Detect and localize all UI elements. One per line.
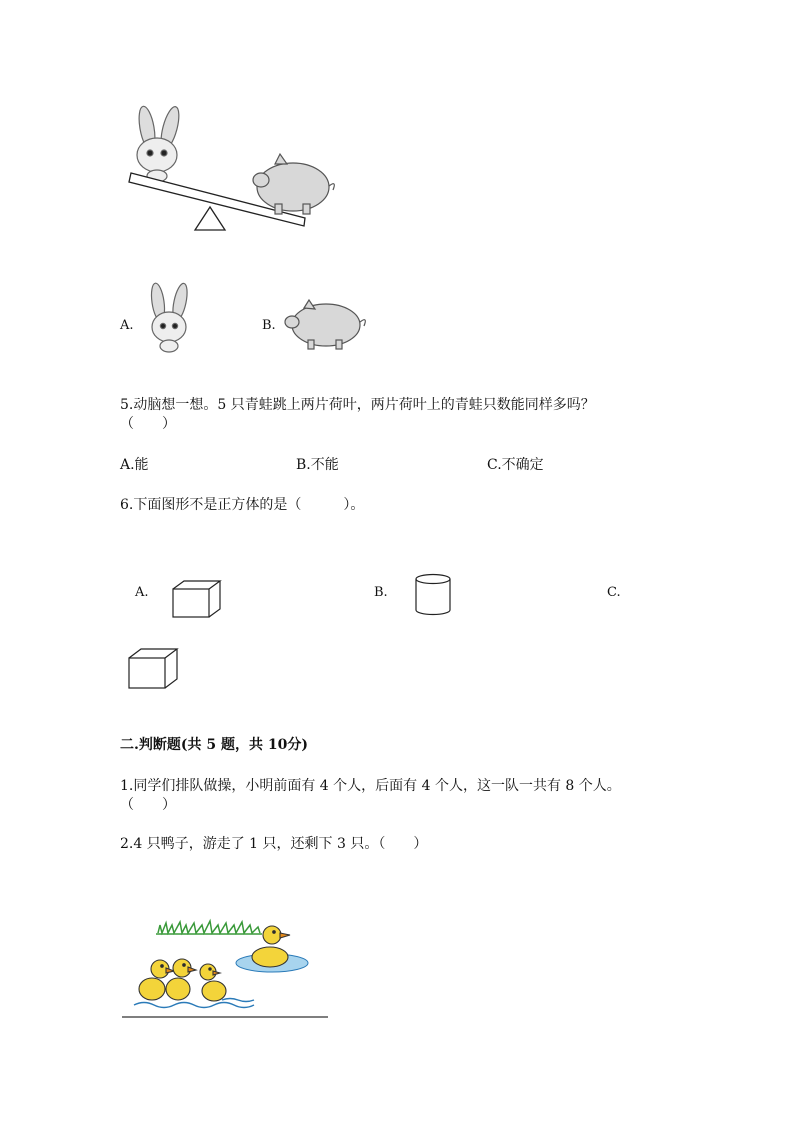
q6-option-a-label: A. [135, 585, 149, 600]
q4-option-b-label: B. [262, 318, 276, 333]
cylinder-icon [412, 572, 454, 618]
section-title: 二.判断题(共 5 题，共 10分) [120, 737, 308, 753]
q6-question: 6.下面图形不是正方体的是（ ）。 [120, 497, 365, 513]
seesaw-fulcrum [195, 207, 225, 230]
q4-option-a-label: A. [120, 318, 134, 333]
judgement-q2: 2.4 只鸭子，游走了 1 只，还剩下 3 只。（ ） [120, 836, 428, 852]
q5-option-a: A.能 [120, 457, 149, 473]
q5-answer-blank: （ ） [120, 416, 176, 432]
ducks-illustration [122, 905, 332, 1023]
cube-icon [170, 578, 224, 620]
duck-icon [166, 959, 196, 1000]
pig-icon [282, 298, 372, 352]
duck-icon [252, 926, 290, 967]
judgement-q1: 1.同学们排队做操，小明前面有 4 个人，后面有 4 个人，这一队一共有 8 个人。 [120, 778, 621, 794]
q5-option-b: B.不能 [296, 457, 339, 473]
seesaw-illustration [125, 100, 350, 235]
q6-option-b-label: B. [374, 585, 388, 600]
duck-icon [200, 964, 226, 1001]
rabbit-icon [136, 105, 182, 182]
q5-question: 5.动脑想一想。5 只青蛙跳上两片荷叶，两片荷叶上的青蛙只数能同样多吗？ [120, 397, 595, 413]
rabbit-icon [140, 280, 198, 356]
pig-icon [253, 154, 334, 214]
judgement-q1-blank: （ ） [120, 797, 176, 813]
q5-option-c: C.不确定 [487, 457, 544, 473]
grass-icon [156, 921, 262, 934]
cube-icon [126, 646, 180, 691]
q6-option-c-label: C. [607, 585, 621, 600]
